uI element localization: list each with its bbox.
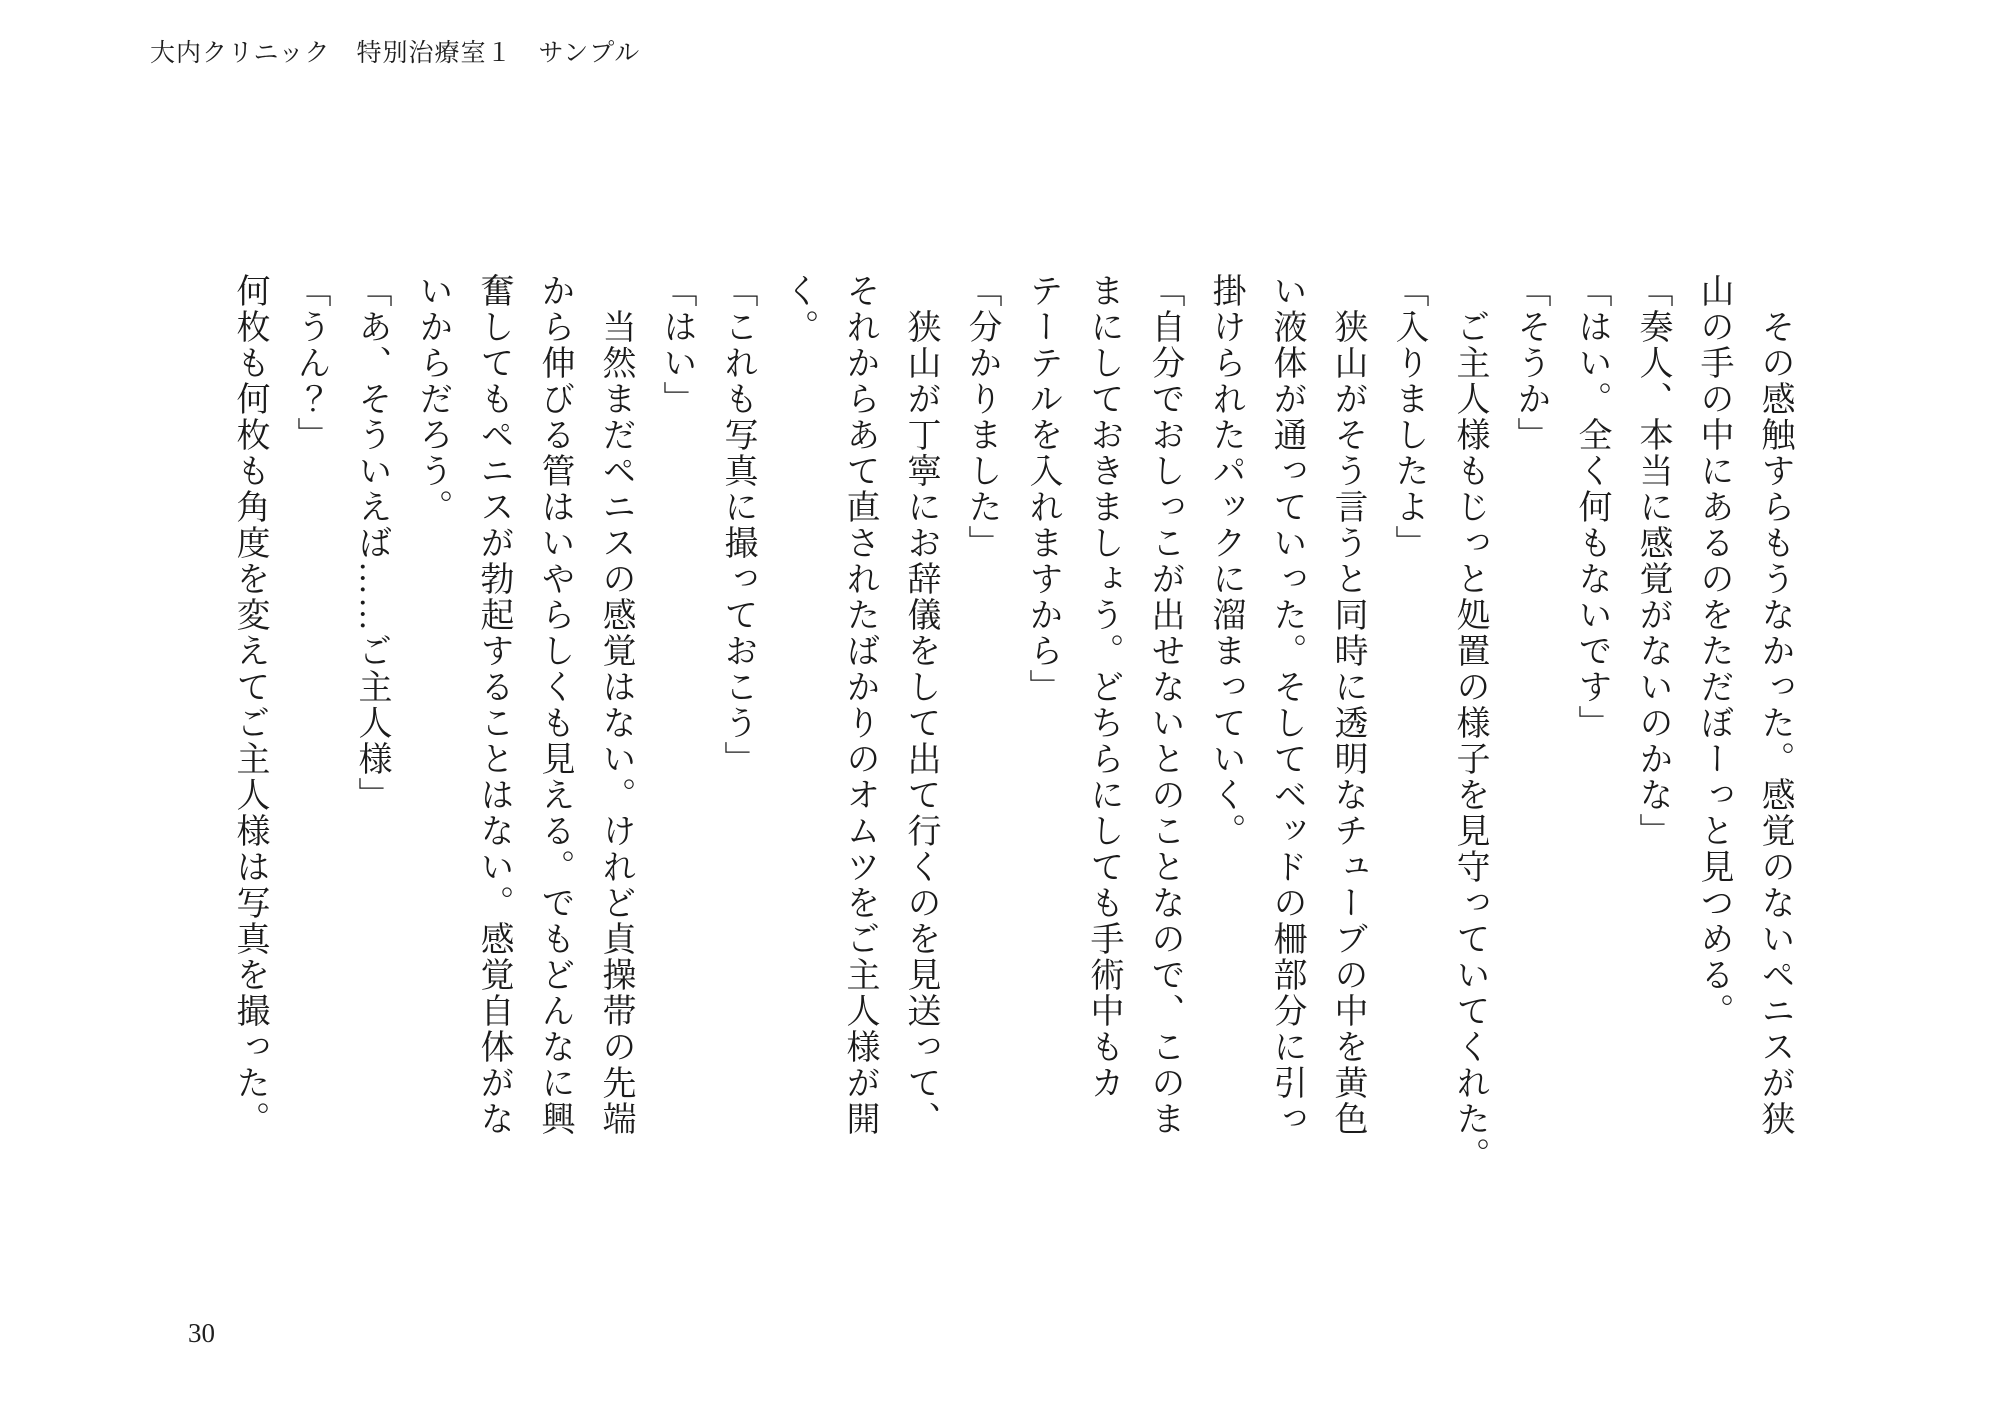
page-header-title: 大内クリニック 特別治療室１ サンプル bbox=[150, 40, 641, 67]
text-column: 「あ、そういえば……ご主人様」 bbox=[353, 273, 390, 813]
text-column: 当然まだペニスの感覚はない。けれど貞操帯の先端 bbox=[597, 309, 634, 1137]
text-column: 「分かりました」 bbox=[963, 273, 1000, 561]
text-column: 「うん？」 bbox=[292, 273, 329, 453]
text-column: 狭山が丁寧にお辞儀をして出て行くのを見送って、 bbox=[902, 309, 939, 1137]
text-column: まにしておきましょう。どちらにしても手術中もカ bbox=[1085, 273, 1122, 1101]
text-column: 「はい」 bbox=[658, 273, 695, 417]
vertical-text-block bbox=[219, 273, 1805, 1173]
text-column: 掛けられたパックに溜まっていく。 bbox=[1207, 273, 1244, 849]
text-column: 「これも写真に撮っておこう」 bbox=[719, 273, 756, 777]
page-number: 30 bbox=[188, 1318, 215, 1348]
text-column: 「奏人、本当に感覚がないのかな」 bbox=[1634, 273, 1671, 849]
text-column: 「入りましたよ」 bbox=[1390, 273, 1427, 561]
text-column: いからだろう。 bbox=[414, 273, 451, 525]
text-column: その感触すらもうなかった。感覚のないペニスが狭 bbox=[1756, 309, 1793, 1137]
text-column: 山の手の中にあるのをただぼーっと見つめる。 bbox=[1695, 273, 1732, 1029]
text-column: 何枚も何枚も角度を変えてご主人様は写真を撮った。 bbox=[231, 273, 268, 1137]
text-column: く。 bbox=[780, 273, 817, 345]
text-column: 奮してもペニスが勃起することはない。感覚自体がな bbox=[475, 273, 512, 1137]
text-column: ご主人様もじっと処置の様子を見守っていてくれた。 bbox=[1451, 309, 1488, 1173]
text-column: テーテルを入れますから」 bbox=[1024, 273, 1061, 705]
text-column: い液体が通っていった。そしてベッドの柵部分に引っ bbox=[1268, 273, 1305, 1137]
text-column: 「そうか」 bbox=[1512, 273, 1549, 453]
text-column: それからあて直されたばかりのオムツをご主人様が開 bbox=[841, 273, 878, 1137]
text-column: 「自分でおしっこが出せないとのことなので、このま bbox=[1146, 273, 1183, 1137]
text-column: 「はい。全く何もないです」 bbox=[1573, 273, 1610, 741]
text-column: から伸びる管はいやらしくも見える。でもどんなに興 bbox=[536, 273, 573, 1137]
text-column: 狭山がそう言うと同時に透明なチューブの中を黄色 bbox=[1329, 309, 1366, 1137]
